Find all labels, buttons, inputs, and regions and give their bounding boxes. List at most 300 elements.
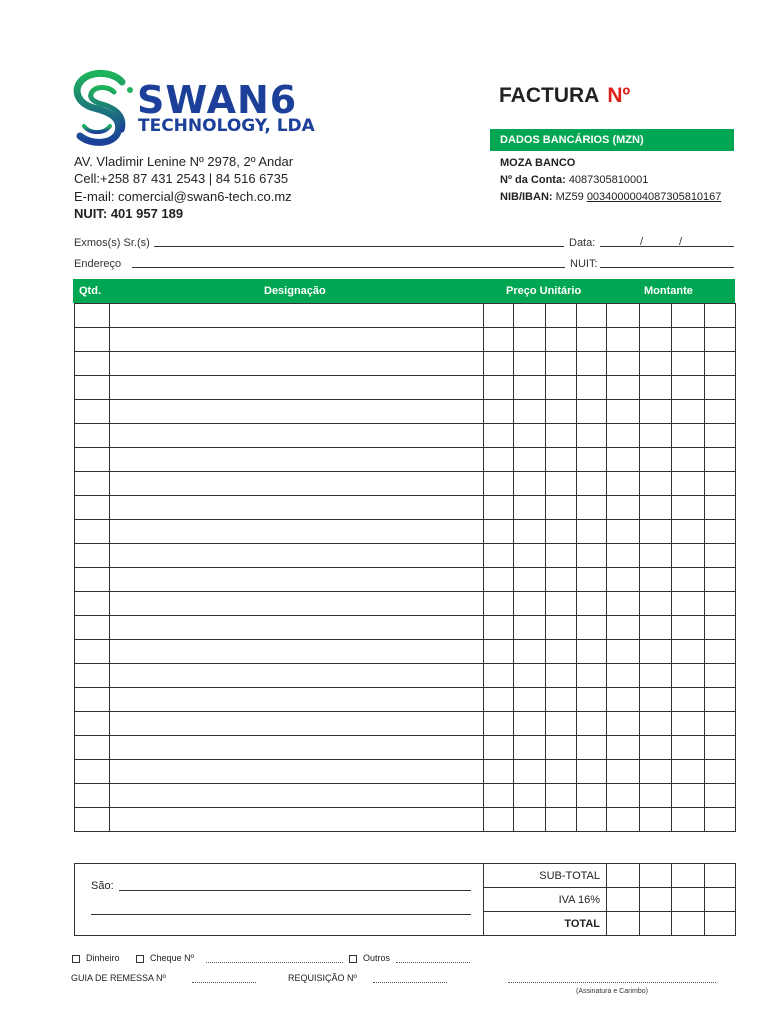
unit-price-cell[interactable] [484,328,514,352]
amount-cell[interactable] [607,376,640,400]
unit-price-cell[interactable] [514,616,546,640]
qty-cell[interactable] [75,712,110,736]
unit-price-cell[interactable] [514,424,546,448]
vat-cell[interactable] [705,888,736,912]
vat-cell[interactable] [672,888,705,912]
amount-cell[interactable] [607,496,640,520]
amount-cell[interactable] [672,808,705,832]
total-cell[interactable] [607,912,640,936]
unit-price-cell[interactable] [484,616,514,640]
total-cell[interactable] [672,912,705,936]
unit-price-cell[interactable] [514,640,546,664]
amount-cell[interactable] [705,616,736,640]
designation-cell[interactable] [110,352,484,376]
unit-price-cell[interactable] [484,400,514,424]
unit-price-cell[interactable] [484,712,514,736]
unit-price-cell[interactable] [546,616,577,640]
sao-field[interactable] [119,880,471,891]
subtotal-cell[interactable] [607,864,640,888]
designation-cell[interactable] [110,376,484,400]
unit-price-cell[interactable] [546,448,577,472]
amount-cell[interactable] [640,784,672,808]
amount-cell[interactable] [672,688,705,712]
unit-price-cell[interactable] [546,376,577,400]
requisition-field[interactable] [373,982,447,983]
amount-cell[interactable] [705,328,736,352]
designation-cell[interactable] [110,736,484,760]
header-unit-price: Preço Unitário [506,285,582,297]
amount-cell[interactable] [607,328,640,352]
table-row [75,328,736,352]
designation-cell[interactable] [110,760,484,784]
unit-price-cell[interactable] [577,616,607,640]
unit-price-cell[interactable] [577,736,607,760]
unit-price-cell[interactable] [514,352,546,376]
amount-cell[interactable] [705,304,736,328]
amount-cell[interactable] [705,712,736,736]
unit-price-cell[interactable] [514,760,546,784]
amount-cell[interactable] [672,592,705,616]
amount-cell[interactable] [672,568,705,592]
unit-price-cell[interactable] [484,496,514,520]
account-label: Nº da Conta: [500,174,566,186]
invoice-number-label: Nº [607,84,631,107]
qty-cell[interactable] [75,304,110,328]
amount-cell[interactable] [607,424,640,448]
unit-price-cell[interactable] [577,640,607,664]
amount-cell[interactable] [705,400,736,424]
unit-price-cell[interactable] [577,544,607,568]
amount-cell[interactable] [640,664,672,688]
table-row [75,784,736,808]
amount-cell[interactable] [640,544,672,568]
date-field[interactable] [600,236,734,247]
designation-cell[interactable] [110,592,484,616]
amount-cell[interactable] [607,544,640,568]
unit-price-cell[interactable] [484,688,514,712]
amount-cell[interactable] [607,400,640,424]
unit-price-cell[interactable] [577,784,607,808]
unit-price-cell[interactable] [484,424,514,448]
qty-cell[interactable] [75,640,110,664]
designation-cell[interactable] [110,472,484,496]
date-label: Data: [569,237,596,249]
amount-cell[interactable] [640,808,672,832]
table-row [75,760,736,784]
amount-cell[interactable] [640,688,672,712]
unit-price-cell[interactable] [484,544,514,568]
designation-cell[interactable] [110,688,484,712]
unit-price-cell[interactable] [577,496,607,520]
unit-price-cell[interactable] [577,376,607,400]
amount-cell[interactable] [705,808,736,832]
designation-cell[interactable] [110,568,484,592]
qty-cell[interactable] [75,424,110,448]
qty-cell[interactable] [75,544,110,568]
address-field[interactable] [132,257,565,268]
unit-price-cell[interactable] [577,688,607,712]
amount-cell[interactable] [672,712,705,736]
unit-price-cell[interactable] [514,376,546,400]
unit-price-cell[interactable] [484,520,514,544]
table-row [75,544,736,568]
amount-cell[interactable] [640,736,672,760]
qty-cell[interactable] [75,328,110,352]
amount-cell[interactable] [672,640,705,664]
nuit-field[interactable] [600,257,734,268]
vat-cell[interactable] [607,888,640,912]
unit-price-cell[interactable] [484,808,514,832]
amount-cell[interactable] [705,784,736,808]
unit-price-cell[interactable] [484,448,514,472]
unit-price-cell[interactable] [514,400,546,424]
subtotal-label: SUB-TOTAL [484,864,607,888]
designation-cell[interactable] [110,712,484,736]
company-nuit: NUIT: 401 957 189 [74,206,184,221]
company-address: AV. Vladimir Lenine Nº 2978, 2º Andar [74,154,294,169]
designation-cell[interactable] [110,496,484,520]
signature-field[interactable] [508,982,716,983]
amount-cell[interactable] [640,304,672,328]
amount-cell[interactable] [672,400,705,424]
amount-cell[interactable] [607,808,640,832]
designation-cell[interactable] [110,640,484,664]
amount-cell[interactable] [607,760,640,784]
designation-cell[interactable] [110,448,484,472]
unit-price-cell[interactable] [546,304,577,328]
unit-price-cell[interactable] [577,568,607,592]
unit-price-cell[interactable] [514,688,546,712]
unit-price-cell[interactable] [514,520,546,544]
unit-price-cell[interactable] [484,472,514,496]
amount-cell[interactable] [607,472,640,496]
amount-cell[interactable] [672,496,705,520]
others-field[interactable] [396,962,470,963]
requisition-label: REQUISIÇÃO Nº [288,973,357,983]
sao-field-2[interactable] [91,904,471,915]
unit-price-cell[interactable] [546,352,577,376]
qty-cell[interactable] [75,520,110,544]
amount-cell[interactable] [640,496,672,520]
amount-cell[interactable] [607,304,640,328]
amount-cell[interactable] [640,376,672,400]
amount-cell[interactable] [640,328,672,352]
amount-cell[interactable] [607,568,640,592]
unit-price-cell[interactable] [577,712,607,736]
company-phone: Cell:+258 87 431 2543 | 84 516 6735 [74,171,289,186]
amount-cell[interactable] [705,520,736,544]
cheque-number-field[interactable] [206,962,343,963]
unit-price-cell[interactable] [484,592,514,616]
amount-cell[interactable] [640,448,672,472]
qty-cell[interactable] [75,568,110,592]
unit-price-cell[interactable] [484,640,514,664]
amount-cell[interactable] [640,472,672,496]
amount-cell[interactable] [640,640,672,664]
amount-cell[interactable] [672,664,705,688]
designation-cell[interactable] [110,520,484,544]
amount-cell[interactable] [672,736,705,760]
amount-cell[interactable] [705,640,736,664]
unit-price-cell[interactable] [546,472,577,496]
qty-cell[interactable] [75,448,110,472]
designation-cell[interactable] [110,784,484,808]
amount-cell[interactable] [672,616,705,640]
unit-price-cell[interactable] [514,304,546,328]
account-value: 4087305810001 [568,174,649,186]
unit-price-cell[interactable] [546,592,577,616]
designation-cell[interactable] [110,664,484,688]
amount-cell[interactable] [640,616,672,640]
unit-price-cell[interactable] [577,472,607,496]
unit-price-cell[interactable] [546,544,577,568]
unit-price-cell[interactable] [514,784,546,808]
qty-cell[interactable] [75,376,110,400]
invoice-title-text: FACTURA [499,84,600,107]
unit-price-cell[interactable] [546,400,577,424]
cash-checkbox[interactable] [72,955,80,963]
date-separator-1: / [640,236,644,248]
qty-cell[interactable] [75,664,110,688]
amount-cell[interactable] [705,736,736,760]
qty-cell[interactable] [75,592,110,616]
amount-cell[interactable] [705,760,736,784]
bank-name: MOZA BANCO [500,157,576,169]
amount-cell[interactable] [705,688,736,712]
subtotal-cell[interactable] [672,864,705,888]
amount-cell[interactable] [705,352,736,376]
payment-options [72,953,194,963]
unit-price-cell[interactable] [484,736,514,760]
designation-cell[interactable] [110,400,484,424]
unit-price-cell[interactable] [484,352,514,376]
amount-cell[interactable] [607,616,640,640]
total-cell[interactable] [705,912,736,936]
amount-cell[interactable] [607,784,640,808]
table-row [75,376,736,400]
unit-price-cell[interactable] [514,592,546,616]
totals-table [74,863,736,936]
unit-price-cell[interactable] [577,808,607,832]
subtotal-cell[interactable] [640,864,672,888]
table-row [75,400,736,424]
unit-price-cell[interactable] [546,688,577,712]
table-row [75,304,736,328]
amount-cell[interactable] [672,352,705,376]
amount-cell[interactable] [640,520,672,544]
unit-price-cell[interactable] [546,424,577,448]
unit-price-cell[interactable] [577,664,607,688]
amount-cell[interactable] [672,544,705,568]
amount-cell[interactable] [607,592,640,616]
designation-cell[interactable] [110,424,484,448]
amount-cell[interactable] [672,424,705,448]
qty-cell[interactable] [75,400,110,424]
unit-price-cell[interactable] [484,664,514,688]
nib-value: 0034000004087305810167 [586,191,722,203]
unit-price-cell[interactable] [546,712,577,736]
unit-price-cell[interactable] [514,448,546,472]
qty-cell[interactable] [75,760,110,784]
amount-cell[interactable] [607,520,640,544]
amount-cell[interactable] [705,496,736,520]
amount-cell[interactable] [672,328,705,352]
vat-cell[interactable] [640,888,672,912]
qty-cell[interactable] [75,808,110,832]
designation-cell[interactable] [110,616,484,640]
qty-cell[interactable] [75,736,110,760]
table-row [75,712,736,736]
others-checkbox[interactable] [349,955,357,963]
cheque-checkbox[interactable] [136,955,144,963]
amount-cell[interactable] [640,352,672,376]
unit-price-cell[interactable] [546,736,577,760]
table-row [75,496,736,520]
sao-label: São: [91,880,114,892]
amount-cell[interactable] [705,472,736,496]
qty-cell[interactable] [75,688,110,712]
amount-cell[interactable] [607,712,640,736]
amount-cell[interactable] [607,640,640,664]
unit-price-cell[interactable] [484,760,514,784]
others-label: Outros [363,953,391,963]
unit-price-cell[interactable] [577,760,607,784]
unit-price-cell[interactable] [484,568,514,592]
unit-price-cell[interactable] [514,328,546,352]
unit-price-cell[interactable] [484,784,514,808]
unit-price-cell[interactable] [546,640,577,664]
amount-cell[interactable] [672,304,705,328]
amount-cell[interactable] [705,592,736,616]
unit-price-cell[interactable] [484,304,514,328]
amount-cell[interactable] [672,376,705,400]
amount-cell[interactable] [640,592,672,616]
amount-cell[interactable] [705,448,736,472]
subtotal-cell[interactable] [705,864,736,888]
swan6-logo-icon [70,68,136,150]
qty-cell[interactable] [75,496,110,520]
total-label: TOTAL [484,912,607,936]
amount-cell[interactable] [607,664,640,688]
unit-price-cell[interactable] [514,472,546,496]
header-qty: Qtd. [79,285,101,297]
delivery-note-label: GUIA DE REMESSA Nº [71,973,166,983]
unit-price-cell[interactable] [546,328,577,352]
table-row [75,568,736,592]
delivery-note-field[interactable] [192,982,256,983]
unit-price-cell[interactable] [546,664,577,688]
unit-price-cell[interactable] [514,544,546,568]
amount-cell[interactable] [672,784,705,808]
table-row [75,424,736,448]
unit-price-cell[interactable] [577,352,607,376]
bank-account [500,174,648,186]
qty-cell[interactable] [75,472,110,496]
unit-price-cell[interactable] [514,664,546,688]
unit-price-cell[interactable] [514,568,546,592]
unit-price-cell[interactable] [577,400,607,424]
logo-name: SWAN6 [137,78,298,122]
designation-cell[interactable] [110,304,484,328]
others-option [349,953,390,963]
invoice-title [499,84,630,108]
unit-price-cell[interactable] [514,736,546,760]
unit-price-cell[interactable] [546,520,577,544]
table-row [75,616,736,640]
amount-cell[interactable] [672,448,705,472]
table-row [75,472,736,496]
client-field[interactable] [154,236,564,247]
logo-subtitle: TECHNOLOGY, LDA [138,116,315,136]
qty-cell[interactable] [75,616,110,640]
amount-cell[interactable] [607,688,640,712]
unit-price-cell[interactable] [577,328,607,352]
unit-price-cell[interactable] [577,304,607,328]
qty-cell[interactable] [75,352,110,376]
unit-price-cell[interactable] [546,808,577,832]
unit-price-cell[interactable] [577,592,607,616]
table-row [75,688,736,712]
table-row [75,520,736,544]
table-row [75,592,736,616]
designation-cell[interactable] [110,808,484,832]
amount-cell[interactable] [705,424,736,448]
nib-label: NIB/IBAN: [500,191,553,203]
unit-price-cell[interactable] [546,496,577,520]
unit-price-cell[interactable] [514,808,546,832]
amount-cell[interactable] [672,520,705,544]
header-designation: Designação [264,285,326,297]
unit-price-cell[interactable] [577,520,607,544]
amount-cell[interactable] [705,376,736,400]
unit-price-cell[interactable] [484,376,514,400]
amount-cell[interactable] [672,472,705,496]
unit-price-cell[interactable] [546,568,577,592]
designation-cell[interactable] [110,328,484,352]
amount-cell[interactable] [705,568,736,592]
total-cell[interactable] [640,912,672,936]
unit-price-cell[interactable] [514,496,546,520]
amount-cell[interactable] [640,568,672,592]
table-row [75,448,736,472]
amount-cell[interactable] [607,448,640,472]
designation-cell[interactable] [110,544,484,568]
items-table [74,303,736,832]
table-row [75,808,736,832]
unit-price-cell[interactable] [514,712,546,736]
unit-price-cell[interactable] [546,784,577,808]
amount-cell[interactable] [607,352,640,376]
date-separator-2: / [679,236,683,248]
amount-cell[interactable] [672,760,705,784]
amount-cell[interactable] [640,400,672,424]
table-row [75,352,736,376]
amount-cell[interactable] [705,544,736,568]
unit-price-cell[interactable] [577,448,607,472]
amount-cell[interactable] [640,712,672,736]
sao-cell [75,864,484,936]
amount-cell[interactable] [640,424,672,448]
bank-nib [500,191,721,203]
table-row [75,664,736,688]
nib-prefix: MZ59 [555,191,584,203]
amount-cell[interactable] [607,736,640,760]
unit-price-cell[interactable] [577,424,607,448]
amount-cell[interactable] [640,760,672,784]
qty-cell[interactable] [75,784,110,808]
unit-price-cell[interactable] [546,760,577,784]
amount-cell[interactable] [705,664,736,688]
